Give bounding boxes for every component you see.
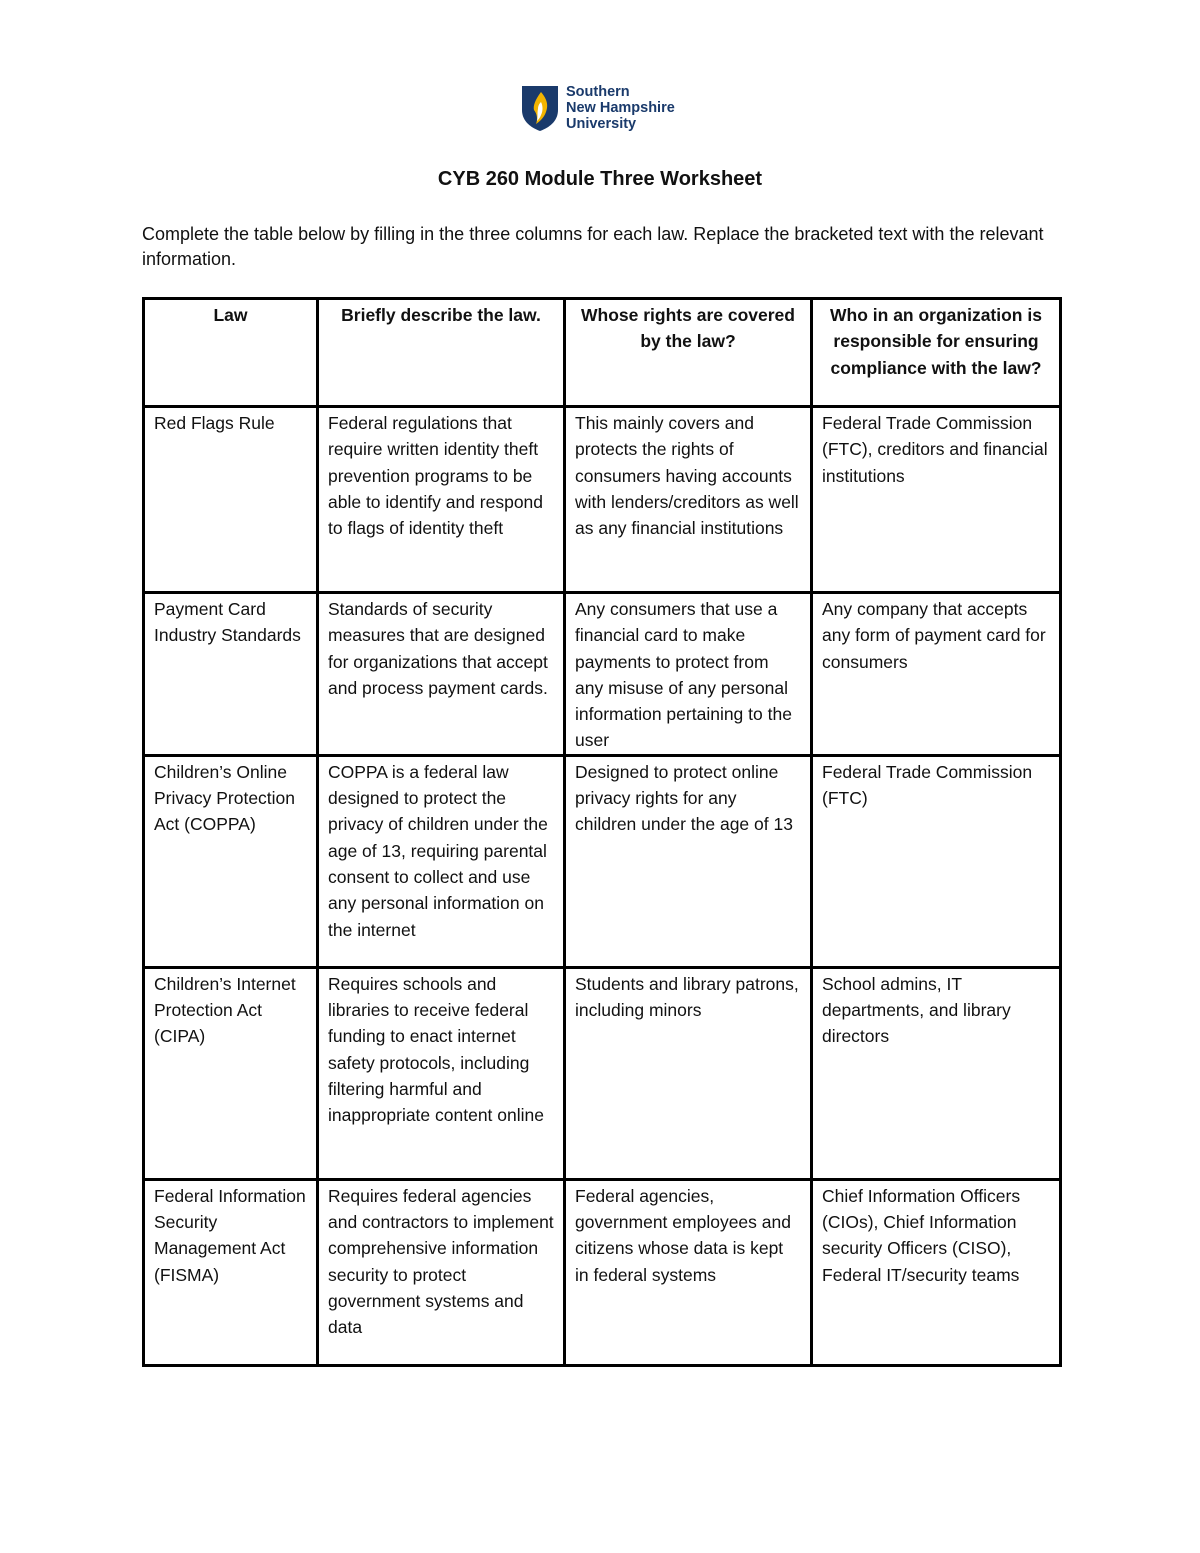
cell-rights: Designed to protect online privacy rights for any children under the age of 13: [565, 755, 812, 967]
cell-responsible: School admins, IT departments, and library directors: [812, 967, 1061, 1179]
table-row: [144, 593, 1061, 756]
table-row: [144, 967, 1061, 1179]
header-description: Briefly describe the law.: [318, 299, 565, 407]
logo-line-2: New Hampshire: [566, 100, 675, 116]
header-rights: Whose rights are covered by the law?: [565, 299, 812, 407]
header-law: Law: [144, 299, 318, 407]
cell-rights: Any consumers that use a financial card to make payments to protect from any misuse of any personal information pertaining to the user: [565, 593, 812, 756]
table-row: [144, 1179, 1061, 1365]
cell-rights: Students and library patrons, including minors: [565, 967, 812, 1179]
logo-line-3: University: [566, 116, 637, 132]
cell-law: Payment Card Industry Standards: [144, 593, 318, 756]
cell-rights: Federal agencies, government employees and citizens whose data is kept in federal systems: [565, 1179, 812, 1365]
cell-description: Federal regulations that require written identity theft prevention programs to be able to identify and respond to flags of identity theft: [318, 407, 565, 593]
instructions-text: Complete the table below by filling in the three columns for each law. Replace the bracketed text with the relevant information.: [142, 224, 1044, 269]
cell-description: COPPA is a federal law designed to protect the privacy of children under the age of 13, requiring parental consent to collect and use any personal information on the internet: [318, 755, 565, 967]
cell-responsible: Any company that accepts any form of payment card for consumers: [812, 593, 1061, 756]
cell-responsible: Federal Trade Commission (FTC): [812, 755, 1061, 967]
cell-rights: This mainly covers and protects the rights of consumers having accounts with lenders/creditors as well as any financial institutions: [565, 407, 812, 593]
cell-law: Red Flags Rule: [144, 407, 318, 593]
header-responsible: Who in an organization is responsible for ensuring compliance with the law?: [812, 299, 1061, 407]
laws-table: [142, 297, 1062, 1367]
cell-description: Requires federal agencies and contractors to implement comprehensive information security to protect government systems and data: [318, 1179, 565, 1365]
table-row: [144, 755, 1061, 967]
document-title: CYB 260 Module Three Worksheet: [437, 168, 763, 190]
flame-shield-icon: [520, 84, 560, 132]
table-row: [144, 407, 1061, 593]
cell-responsible: Federal Trade Commission (FTC), creditors and financial institutions: [812, 407, 1061, 593]
logo-line-1: Southern: [566, 84, 630, 100]
table-header-row: [144, 299, 1061, 407]
cell-description: Requires schools and libraries to receive federal funding to enact internet safety protocols, including filtering harmful and inappropriate content online: [318, 967, 565, 1179]
cell-law: Children’s Internet Protection Act (CIPA): [144, 967, 318, 1179]
university-logo: [520, 84, 675, 132]
cell-law: Children’s Online Privacy Protection Act (COPPA): [144, 755, 318, 967]
logo-wordmark: [566, 84, 675, 132]
cell-law: Federal Information Security Management Act (FISMA): [144, 1179, 318, 1365]
cell-responsible: Chief Information Officers (CIOs), Chief Information security Officers (CISO), Federal IT/security teams: [812, 1179, 1061, 1365]
cell-description: Standards of security measures that are designed for organizations that accept and process payment cards.: [318, 593, 565, 756]
